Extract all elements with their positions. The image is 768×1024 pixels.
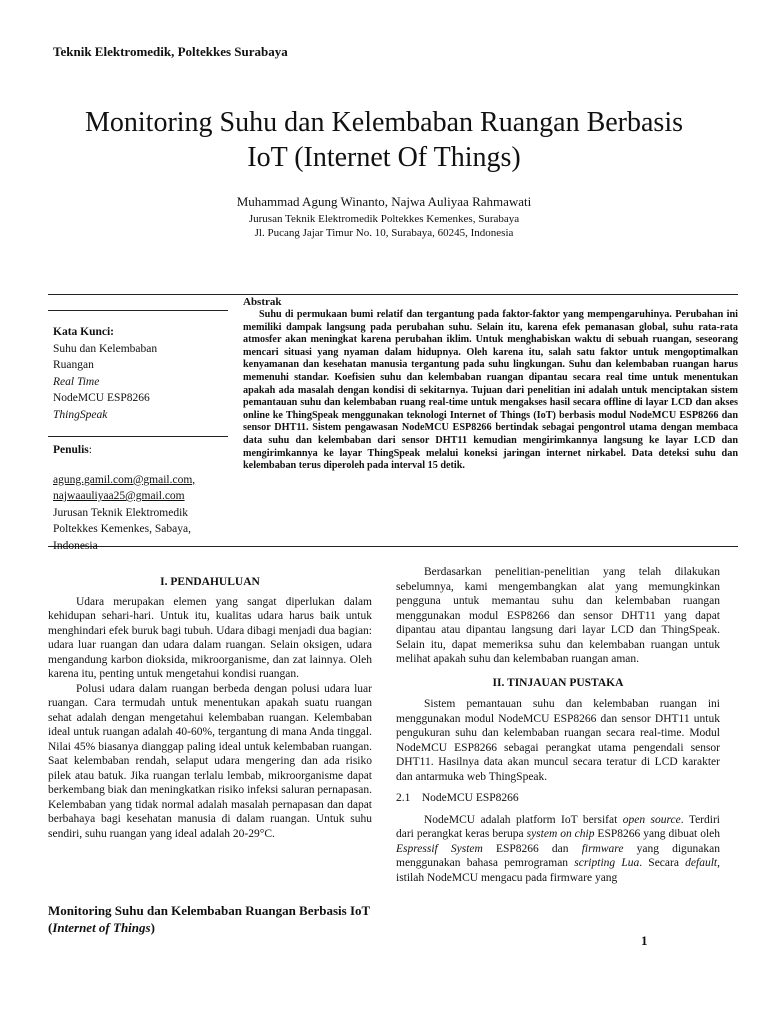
left-column — [48, 575, 372, 841]
journal-header: Teknik Elektromedik, Poltekkes Surabaya — [53, 44, 288, 59]
writers-institution: Jurusan Teknik Elektromedik — [53, 506, 189, 519]
section-heading: I. PENDAHULUAN — [160, 576, 260, 588]
page-number: 1 — [641, 933, 648, 948]
writers-institution: Indonesia — [53, 539, 98, 552]
keyword-item: Real Time — [53, 375, 100, 388]
section-heading: II. TINJAUAN PUSTAKA — [492, 676, 624, 689]
text-run: . Terdiri dari perangkat keras berupa — [396, 813, 720, 840]
abstract-text: Suhu di permukaan bumi relatif dan tergantung pada faktor-faktor yang mempengaruhinya. Perubahan ini memiliki dampak langsung pada perubahan suhu. Selain itu, karena efek pemanasan global, suhu rata-rata atmosfer akan meningkat karena perubahan iklim. Untuk menghabiskan waktu di sebuah ruangan, seseorang mencari situasi yang nyaman dalam hidupnya. Oleh karena itu, salah satu faktor untuk mengoptimalkan kenyamanan dan kesehatan manusia tergantung pada suhu lingkungan. Suhu dan kelembaban ruangan harus memenuhi standar. Koefisien suhu dan kelembaban ruangan dipantau secara real time untuk menentukan apakah ada masalah dengan kondisi di sekitarnya. Tujuan dari penelitian ini adalah untuk menciptakan sistem pemantauan suhu dan kelembaban ruang real-time untuk mengakses hasil secara offline di layar LCD dan akses online ke ThingSpeak menggunakan teknologi Internet of Things (IoT) berbasis modul NodeMCU ESP8266 dan sensor DHT11. Sistem pengawasan NodeMCU ESP8266 bertindak sebagai pengontrol utama dengan membaca data suhu dan kelembaban dari sensor DHT11 kemudian mengirimkannya langsung ke layar LCD dan mengirimkannya ke layar ThingSpeak melalui koneksi jaringan internet nirkabel. Data deteksi suhu dan kelembaban terus diperoleh pada interval 15 detik. — [243, 309, 738, 472]
keywords-top-rule — [48, 310, 228, 311]
keywords-block — [53, 324, 228, 423]
text-run: ) — [150, 920, 155, 935]
writers-top-rule — [48, 436, 228, 437]
abstract-label: Abstrak — [243, 296, 282, 308]
text-run: ESP8266 dan — [482, 842, 582, 855]
subsection-heading — [396, 791, 720, 806]
writers-institution: Poltekkes Kemenkes, Sabaya, — [53, 523, 191, 535]
paper-title-line2: IoT (Internet Of Things) — [247, 142, 521, 173]
paragraph — [396, 813, 720, 886]
paragraph: Polusi udara dalam ruangan berbeda dengan polusi udara luar ruangan. Cara termudah untuk menentukan apakah suatu ruangan sehat adalah dengan mengetahui kelembaban ruangan. Kelembaban ideal untuk ruangan adalah 40-60%, tergantung di mana Anda tinggal. Nilai 45% biasanya dianggap paling ideal untuk kelembaban ruangan. Saat kelembaban rendah, selaput udara mengering dan ada risiko pilek atau batuk. Jika ruangan terlalu lembab, mikroorganisme dapat berkembang biak dan meningkatkan risiko infeksi saluran pernapasan. Kelembaban yang tidak normal adalah masalah pernapasan dan dapat berbahaya bagi kesehatan manusia di dalam ruangan. Untuk suhu sendiri, suhu ruangan yang ideal adalah 20-29°C. — [48, 682, 372, 840]
text-run: default — [685, 857, 718, 869]
keywords-label: Kata Kunci: — [53, 326, 115, 338]
subsection-title: NodeMCU ESP8266 — [421, 792, 519, 804]
text-run: yang digunakan menggunakan bahasa pemrograman — [396, 842, 720, 869]
paper-title — [40, 105, 728, 175]
paragraph: Udara merupakan elemen yang sangat diperlukan dalam kehidupan sehari-hari. Untuk itu, kualitas udara harus baik untuk menghindari efek buruk bagi tubuh. Udara dibagi menjadi dua bagian: udara luar ruangan dan udara dalam ruangan. Selain oksigen, udara mengandung karbon dioksida, mikroorganisme, dan zat lainnya. Oleh karena itu, penting untuk mengetahui kondisi ruangan. — [48, 595, 372, 680]
affiliation-line1: Jurusan Teknik Elektromedik Poltekkes Kemenkes, Surabaya — [248, 213, 520, 225]
footer-title-line2 — [48, 919, 370, 936]
keyword-item: Suhu dan Kelembaban — [53, 342, 158, 355]
writers-block — [53, 442, 228, 554]
paper-title-line1: Monitoring Suhu dan Kelembaban Ruangan Berbasis — [84, 107, 683, 138]
author-list: Muhammad Agung Winanto, Najwa Auliyaa Rahmawati — [236, 194, 532, 209]
text-run: firmware — [581, 842, 624, 855]
affiliation-line2: Jl. Pucang Jajar Timur No. 10, Surabaya, 60245, Indonesia — [254, 227, 514, 239]
text-run: scripting Lua — [574, 857, 640, 869]
keyword-item: ThingSpeak — [53, 408, 108, 421]
writers-label: Penulis — [53, 444, 89, 456]
text-run: Espressif System — [396, 842, 483, 855]
footer-title-line1: Monitoring Suhu dan Kelembaban Ruangan Berbasis IoT — [48, 903, 371, 918]
footer-title — [48, 902, 370, 936]
text-run: , istilah NodeMCU mengacu pada firmware yang — [396, 857, 720, 884]
email-link[interactable]: agung.gamil.com@gmail.com, — [53, 473, 196, 486]
text-run: ( — [48, 920, 53, 935]
text-run: . Secara — [639, 857, 686, 869]
paragraph: Sistem pemantauan suhu dan kelembaban ruangan ini menggunakan modul NodeMCU ESP8266 dan sensor DHT11 untuk pengukuran suhu dan kelembaban ruangan secara real-time. Modul NodeMCU ESP8266 sebagai perangkat utama pengendali sensor DHT11. Hasilnya data akan muncul secara teratur di LCD karakter dan antarmuka web ThingSpeak. — [396, 698, 720, 783]
writers-colon: : — [88, 444, 92, 456]
email-link[interactable]: najwaauliyaa25@gmail.com — [53, 490, 185, 502]
text-run: NodeMCU adalah platform IoT bersifat — [424, 813, 623, 826]
text-run: Internet of Things — [52, 920, 151, 935]
keyword-item: NodeMCU ESP8266 — [53, 392, 150, 404]
text-run: ESP8266 yang dibuat oleh — [594, 828, 720, 840]
subsection-number: 2.1 — [396, 792, 411, 804]
abstract-top-rule — [48, 294, 738, 295]
right-column — [396, 565, 720, 885]
keyword-item: Ruangan — [53, 359, 94, 371]
text-run: open source — [622, 813, 681, 826]
text-run: system on chip — [526, 828, 595, 840]
paragraph: Berdasarkan penelitian-penelitian yang telah dilakukan sebelumnya, kami mengembangkan alat yang memungkinkan pengguna untuk memantau suhu dan kelembaban ruangan menggunakan modul ESP8266 dan sensor DHT11 yang dapat dipantau atau dipantau langsung dari layar LCD dan ThingSpeak. Selain itu, dapat memeriksa suhu dan kelembaban ruangan untuk melihat apakah suhu dan kelembaban ruangan aman. — [396, 566, 720, 665]
